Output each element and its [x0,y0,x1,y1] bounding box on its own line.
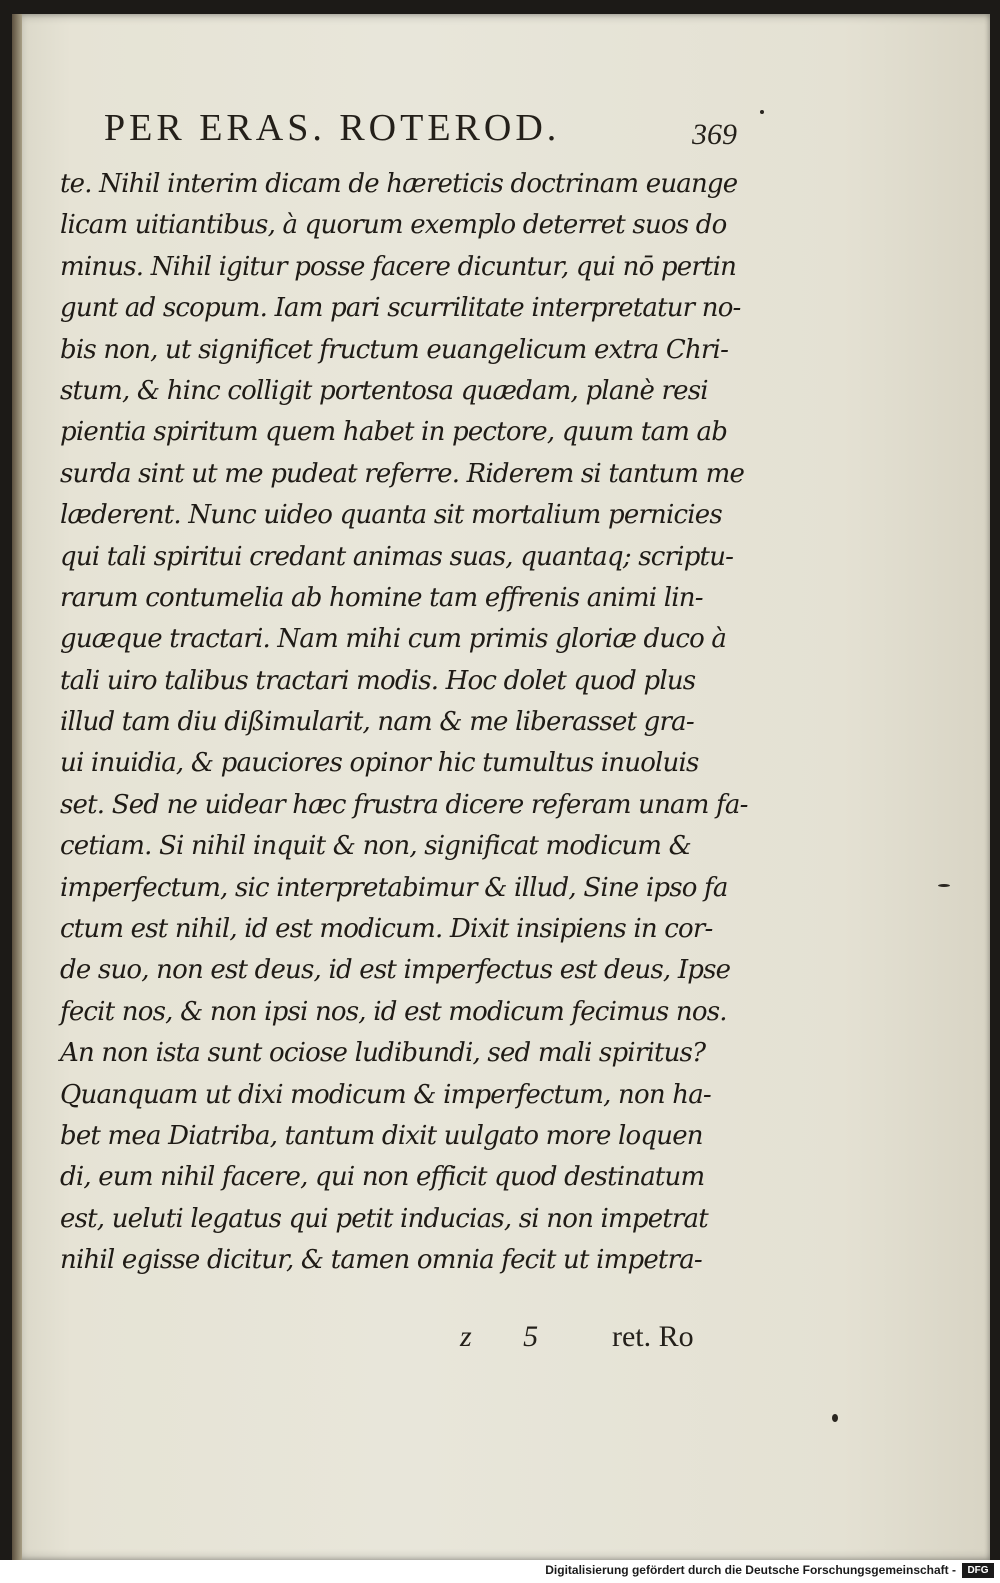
text-line: qui tali spiritui credant animas suas, quantaq; scriptu- [60,541,734,572]
ink-speck [938,884,950,887]
ink-speck [832,1414,838,1422]
text-line: bet mea Diatriba, tantum dixit uulgato more loquen [60,1120,703,1151]
text-line: illud tam diu dißimularit, nam & me liberasset gra- [60,707,694,738]
text-line: cetiam. Si nihil inquit & non, significat modicum & [60,831,691,862]
text-line: set. Sed ne uidear hæc frustra dicere referam unam fa- [60,789,748,820]
text-line: Quanquam ut dixi modicum & imperfectum, non ha- [60,1079,711,1110]
text-line: pientia spiritum quem habet in pectore, quum tam ab [60,417,728,448]
text-line: bis non, ut significet fructum euangelicum extra Chri- [60,334,729,365]
text-line: nihil egisse dicitur, & tamen omnia fecit ut impetra- [60,1245,702,1276]
text-line: licam uitiantibus, à quorum exemplo deterret suos do [60,210,727,241]
text-line: te. Nihil interim dicam de hæreticis doctrinam euange [60,169,738,199]
folio-number: 369 [692,118,737,151]
text-line: de suo, non est deus, id est imperfectus est deus, Ipse [60,955,731,986]
text-line: rarum contumelia ab homine tam effrenis animi lin- [60,582,703,613]
text-line: stum, & hinc colligit portentosa quædam, planè resi [60,375,708,406]
text-block [60,164,750,1282]
dfg-logo: DFG [962,1563,994,1578]
ink-speck [760,110,764,114]
footer-bar [0,1560,1000,1583]
text-line: surda sint ut me pudeat referre. Riderem si tantum me [60,458,745,489]
text-line: ui inuidia, & pauciores opinor hic tumultus inuoluis [60,748,699,779]
text-line: est, ueluti legatus qui petit inducias, si non impetrat [60,1203,708,1234]
text-line: imperfectum, sic interpretabimur & illud, Sine ipso fa [60,872,728,903]
signature-mark: z 5 [460,1320,561,1353]
text-line: guæque tractari. Nam mihi cum primis gloriæ duco à [60,624,727,655]
text-line: gunt ad scopum. Iam pari scurrilitate interpretatur no- [60,293,741,324]
running-head: PER ERAS. ROTEROD. [104,107,561,149]
text-line: tali uiro talibus tractari modis. Hoc dolet quod plus [60,665,696,696]
text-line: di, eum nihil facere, qui non efficit quod destinatum [60,1162,705,1193]
funding-credit: Digitalisierung gefördert durch die Deutsche Forschungsgemeinschaft - [545,1563,956,1577]
text-line: ctum est nihil, id est modicum. Dixit insipiens in cor- [60,914,713,945]
text-line: An non ista sunt ociose ludibundi, sed mali spiritus? [60,1038,706,1069]
page-gutter-shadow [12,14,22,1560]
book-page [12,14,990,1560]
text-line: fecit nos, & non ipsi nos, id est modicum fecimus nos. [60,996,727,1027]
catchword: ret. Ro [612,1320,694,1353]
text-line: læderent. Nunc uideo quanta sit mortalium pernicies [60,500,722,531]
text-line: minus. Nihil igitur posse facere dicuntur, qui nō pertin [60,251,737,282]
